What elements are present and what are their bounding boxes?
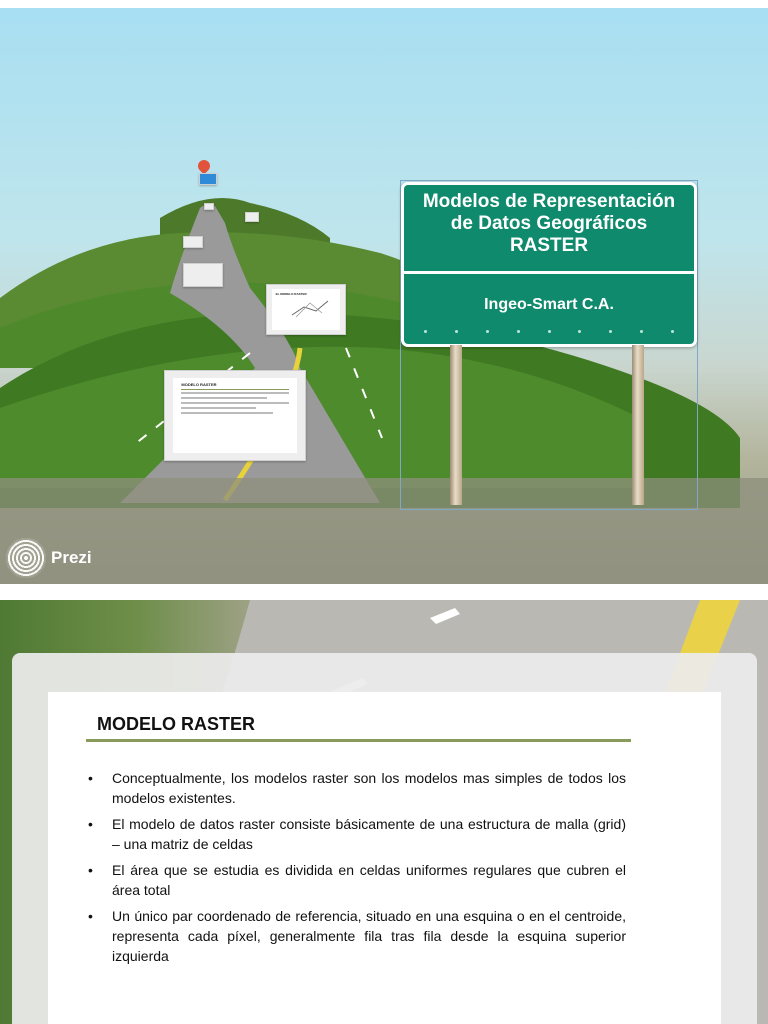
- bullet-symbol: •: [88, 862, 93, 878]
- bullet-item: [88, 768, 626, 808]
- bullet-symbol: •: [88, 908, 93, 924]
- bullet-list: [88, 768, 626, 972]
- bullet-text: El modelo de datos raster consiste básicamente de una estructura de malla (grid) – una matriz de celdas: [112, 816, 626, 852]
- bullet-item: [88, 906, 626, 966]
- thumbnail-page: [272, 289, 341, 330]
- presentation-title: Modelos de Representación de Datos Geográficos RASTER: [422, 191, 676, 256]
- sign-post-left: [450, 345, 462, 505]
- presentation-author: Ingeo-Smart C.A.: [484, 296, 614, 313]
- title-road-sign[interactable]: [401, 182, 697, 347]
- prezi-logo-text: Prezi: [51, 548, 92, 567]
- slide-thumbnail-diagram[interactable]: [266, 284, 346, 335]
- thumbnail-title: MODELO RASTER: [181, 382, 217, 388]
- thumbnail-page: [173, 378, 296, 453]
- bullet-symbol: •: [88, 816, 93, 832]
- slide-thumbnail-raster-model[interactable]: [164, 370, 306, 461]
- thumbnail-sketch: [290, 297, 330, 319]
- bullet-text: Un único par coordenado de referencia, situado en una esquina o en el centroide, representa cada píxel, generalmente fila tras fila desde la esquina superior izquierda: [112, 908, 626, 964]
- thumbnail-title: EL MODELO RASTER: [275, 291, 307, 296]
- prezi-logo[interactable]: [6, 538, 92, 578]
- sign-post-right: [632, 345, 644, 505]
- bullet-text: El área que se estudia es dividida en celdas uniformes regulares que cubren el área total: [112, 862, 626, 898]
- tiny-thumbnail[interactable]: [183, 236, 203, 248]
- bullet-item: [88, 814, 626, 854]
- tiny-thumbnail[interactable]: [245, 212, 259, 222]
- section-heading: MODELO RASTER: [97, 714, 256, 734]
- tiny-thumbnail[interactable]: [183, 263, 223, 287]
- heading-underline: [86, 739, 631, 742]
- sign-rivets: [424, 330, 674, 334]
- tiny-thumbnail[interactable]: [204, 203, 214, 210]
- thumbnail-rule: [181, 389, 288, 390]
- tiny-thumbnail[interactable]: [199, 173, 217, 185]
- bullet-text: Conceptualmente, los modelos raster son los modelos mas simples de todos los modelos existentes.: [112, 770, 626, 806]
- bullet-item: [88, 860, 626, 900]
- prezi-logo-icon: [6, 538, 46, 578]
- bullet-symbol: •: [88, 770, 93, 786]
- prezi-slide-overview: [0, 8, 768, 584]
- thumbnail-text-lines: [173, 392, 296, 414]
- sign-divider: [404, 271, 694, 274]
